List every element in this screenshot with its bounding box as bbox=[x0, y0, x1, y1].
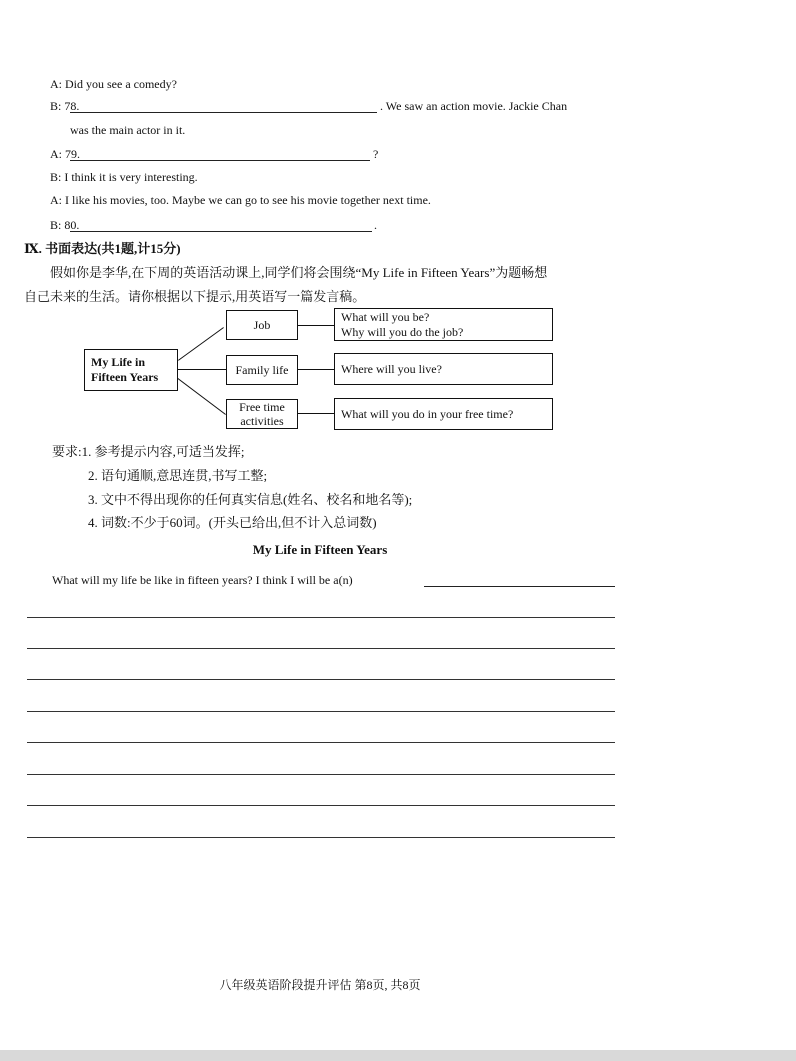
diagram-question-free-time: What will you do in your free time? bbox=[334, 398, 553, 430]
answer-blank-80[interactable] bbox=[70, 231, 372, 232]
writing-line[interactable] bbox=[27, 711, 615, 712]
requirement-2: 2. 语句通顺,意思连贯,书写工整; bbox=[88, 468, 268, 483]
requirement-1: 要求:1. 参考提示内容,可适当发挥; bbox=[52, 444, 245, 459]
scan-edge bbox=[0, 1050, 796, 1061]
diagram-question-family-life: Where will you live? bbox=[334, 353, 553, 385]
question-number-80: 80. bbox=[64, 218, 80, 232]
diagram-question-job: What will you be? Why will you do the job? bbox=[334, 308, 553, 341]
speaker-label: B: bbox=[50, 99, 65, 113]
prompt-line-1: 假如你是李华,在下周的英语活动课上,同学们将会围绕“My Life in Fifteen Years”为题畅想 bbox=[50, 265, 548, 280]
dialogue-line-6: A: I like his movies, too. Maybe we can go to see his movie together next time. bbox=[50, 193, 431, 207]
speaker-label: A: bbox=[50, 147, 65, 161]
section-title: Ⅸ. 书面表达(共1题,计15分) bbox=[24, 241, 181, 256]
writing-line[interactable] bbox=[27, 648, 615, 649]
connector-line bbox=[298, 325, 334, 326]
diagram-node-free-time: Free time activities bbox=[226, 399, 298, 429]
writing-line[interactable] bbox=[27, 617, 615, 618]
speaker-label: B: bbox=[50, 218, 65, 232]
requirement-3: 3. 文中不得出现你的任何真实信息(姓名、校名和地名等); bbox=[88, 492, 413, 507]
question-number-78: 78. bbox=[64, 99, 80, 113]
diagram-node-family-life: Family life bbox=[226, 355, 298, 385]
dialogue-line-3: was the main actor in it. bbox=[70, 123, 186, 137]
connector-line bbox=[178, 327, 224, 361]
question-number-79: 79. bbox=[65, 147, 80, 161]
connector-line bbox=[298, 369, 334, 370]
writing-line[interactable] bbox=[27, 679, 615, 680]
answer-blank-78[interactable] bbox=[70, 112, 377, 113]
essay-opening: What will my life be like in fifteen years? I think I will be a(n) bbox=[52, 573, 353, 587]
diagram-node-job: Job bbox=[226, 310, 298, 340]
writing-line[interactable] bbox=[27, 837, 615, 838]
essay-first-line-blank[interactable] bbox=[424, 586, 615, 587]
page-footer: 八年级英语阶段提升评估 第8页, 共8页 bbox=[219, 978, 421, 992]
connector-line bbox=[177, 378, 226, 415]
connector-line bbox=[298, 413, 334, 414]
prompt-line-2: 自己未来的生活。请你根据以下提示,用英语写一篇发言稿。 bbox=[24, 289, 366, 304]
dialogue-line-4-end: ? bbox=[373, 147, 379, 161]
connector-line bbox=[178, 369, 226, 370]
answer-blank-79[interactable] bbox=[70, 160, 370, 161]
dialogue-line-7-end: . bbox=[374, 218, 377, 232]
diagram-root-node: My Life in Fifteen Years bbox=[84, 349, 178, 391]
dialogue-line-2-end: . We saw an action movie. Jackie Chan bbox=[380, 99, 568, 113]
requirement-4: 4. 词数:不少于60词。(开头已给出,但不计入总词数) bbox=[88, 515, 377, 530]
writing-line[interactable] bbox=[27, 742, 615, 743]
dialogue-line-1: A: Did you see a comedy? bbox=[50, 77, 177, 91]
writing-line[interactable] bbox=[27, 805, 615, 806]
essay-title: My Life in Fifteen Years bbox=[252, 542, 388, 557]
writing-line[interactable] bbox=[27, 774, 615, 775]
dialogue-line-5: B: I think it is very interesting. bbox=[50, 170, 198, 184]
